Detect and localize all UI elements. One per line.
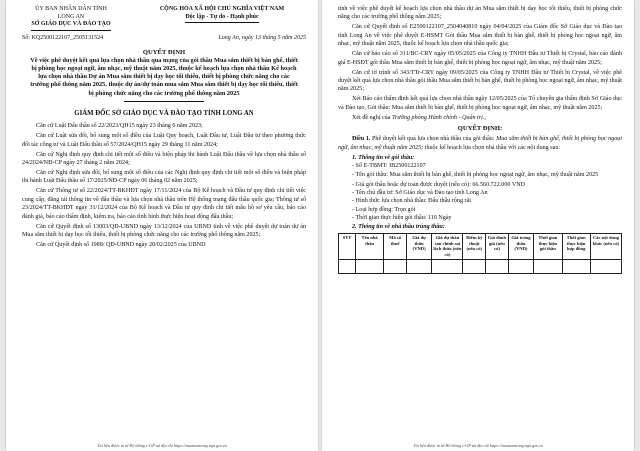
col-other: Các nội dung khác (nếu có) <box>590 234 621 260</box>
legal-basis-3: Căn cứ Nghị định quy định chi tiết một số điều và biện pháp thi hành Luật Đấu thầu về lựa chọn nhà thầu số 24/2024/NĐ-CP ngày 27 tháng 2 năm 2024; <box>22 151 306 166</box>
org-line-3: SỞ GIÁO DỤC VÀ ĐÀO TẠO <box>31 21 110 31</box>
selection-method: - Hình thức lựa chọn nhà thầu: Đấu thầu rộng rãi <box>352 198 471 205</box>
page-footer: Tài liệu được in từ Hệ thống e-GP tại địa chỉ https://muasamcong.mpi.gov.vn <box>413 443 543 448</box>
col-eval-price: Giá đánh giá (nếu có) <box>486 234 509 260</box>
investor-name: - Tên chủ đầu tư: Sở Giáo dục và Đào tạo tỉnh Long An <box>352 189 488 196</box>
col-adjusted-price: Giá dự thầu sau chỉnh sai lệch thừa (nếu có) <box>432 234 463 260</box>
decide-heading: QUYẾT ĐỊNH: <box>457 125 503 133</box>
document-page-2 <box>322 0 634 451</box>
proposal-person: Trưởng phòng Hành chính - Quản trị <box>391 114 483 121</box>
legal-basis-hsmt: Căn cứ Quyết định số E2500122107_2504040810 ngày 04/04/2025 của Giám đốc Sở Giáo dục và Đào tạo tỉnh Long An về việc phê duyệt E-HSMT Gói thầu Mua sắm thiết bị bàn ghế, thiết bị phòng học ngoại ngữ, âm nhạc, mỹ thuật năm 2025, thuộc kế hoạch lựa chọn nhà thầu quốc gia; <box>338 24 622 48</box>
legal-basis-7: Căn cứ Quyết định số 1988/ QĐ-UBND ngày 28/02/2025 của UBND <box>36 241 206 248</box>
doc-subject: Về việc phê duyệt kết quả lựa chọn nhà thầu qua mạng của gói thầu Mua sắm thiết bị bàn ghế, thiết bị phòng học ngoại ngữ, âm nhạc, mỹ thuật năm 2025, thuộc kế hoạch lựa chọn nhà thầu Kế hoạch lựa chọn nhà thầu Dự án Mua sắm thiết bị dạy học tối thiểu, thiết bị phòng chức năng cho các trường phổ thông năm 2025, thuộc dự án/dự toán mua sắm Mua sắm thiết bị dạy học tối thiểu, thiết bị phòng chức năng cho các trường phổ thông năm 2025 <box>30 56 298 97</box>
doc-type: QUYẾT ĐỊNH <box>142 48 186 56</box>
page-footer: Tài liệu được in từ Hệ thống e-GP tại địa chỉ https://muasamcong.mpi.gov.vn <box>97 443 227 448</box>
org-line-1: ỦY BAN NHÂN DÂN TỈNH <box>35 6 107 12</box>
legal-basis-cont: tỉnh về việc phê duyệt kế hoạch lựa chọn nhà thầu dự án Mua sắm thiết bị dạy học tối thiểu, thiết bị phòng chức năng cho các trường phổ thông năm 2025; <box>338 6 622 21</box>
place-date: Long An, ngày 13 tháng 5 năm 2025 <box>218 34 306 41</box>
authority-title: GIÁM ĐỐC SỞ GIÁO DỤC VÀ ĐÀO TẠO TỈNH LONG AN <box>74 109 254 117</box>
divider <box>124 101 204 102</box>
legal-basis-6: Căn cứ Quyết định số 13003/QĐ-UBND ngày 13/12/2024 của UBND tỉnh về việc phê duyệt dự toán dự án Mua sắm thiết bị dạy học tối thiểu, thiết bị phòng chức năng cho các trường phổ thông năm 2025; <box>22 223 306 238</box>
proposal-prefix: Xét đề nghị của <box>352 114 392 121</box>
winning-bidder-table <box>338 233 622 274</box>
article-1 <box>338 135 622 152</box>
col-tax-code: Mã số thuế <box>384 234 407 260</box>
col-stt: STT <box>339 234 356 260</box>
article-1-package: Mua sắm thiết bị bàn ghế, thiết bị phòng học ngoại ngữ, âm nhạc, mỹ thuật năm 2025; <box>338 136 622 151</box>
legal-basis-report: Căn cứ báo cáo số 311/BC-CRY ngày 05/05/2025 của Công ty TNHH Đầu tư Thiết bị Crystal, báo cáo đánh giá E-HSĐT gói thầu Mua sắm thiết bị bàn ghế, thiết bị phòng học ngoại ngữ, âm nhạc, mỹ thuật năm 2025; <box>338 51 622 66</box>
legal-basis-4: Căn cứ Nghị định sửa đổi, bổ sung một số điều của các Nghị định quy định chi tiết một số điều và biện pháp thi hành Luật Đấu thầu số 17/2025/NĐ-CP ngày 06 tháng 02 năm 2025; <box>22 169 306 185</box>
legal-basis-1: Căn cứ Luật Đấu thầu số 22/2023/QH15 ngày 23 tháng 6 năm 2023; <box>36 123 203 130</box>
col-tech-score: Điểm kỹ thuật (nếu có) <box>463 234 486 260</box>
section-1-heading: 1. Thông tin về gói thầu: <box>352 154 415 161</box>
col-bid-price: Giá dự thầu (VND) <box>406 234 431 260</box>
col-bidder-name: Tên nhà thầu <box>355 234 383 260</box>
col-winning-price: Giá trúng thầu (VND) <box>508 234 533 260</box>
package-duration: - Thời gian thực hiện gói thầu: 110 Ngày <box>352 215 452 222</box>
tbmt-number: - Số E-TBMT: IB2500122107 <box>352 163 426 170</box>
package-price: - Giá gói thầu hoặc dự toán được duyệt (nếu có): 66.560.722.000 VND <box>352 181 526 188</box>
appraisal-report: Xét Báo cáo thẩm định kết quả lựa chọn nhà thầu ngày 12/05/2025 của Tổ chuyên gia thẩm định Sở Giáo dục và Đào tạo, Gói thầu: Mua sắm thiết bị bàn ghế, thiết bị phòng học ngoại ngữ, âm nhạc, mỹ thuật năm 2025; <box>338 96 622 111</box>
issuing-authority <box>22 6 120 31</box>
nation-title: CỘNG HÒA XÃ HỘI CHỦ NGHĨA VIỆT NAM <box>159 6 285 12</box>
motto: Độc lập - Tự do - Hạnh phúc <box>185 14 258 24</box>
proposal-line <box>338 114 622 122</box>
col-package-time: Thời gian thực hiện gói thầu <box>534 234 562 260</box>
article-1-text-2: thuộc kế hoạch lựa chọn nhà thầu với các nội dung sau: <box>423 144 561 151</box>
package-name: - Tên gói thầu: Mua sắm thiết bị bàn ghế, thiết bị phòng học ngoại ngữ, âm nhạc, mỹ thuật năm 2025 <box>352 171 599 178</box>
article-1-label: Điều 1. <box>352 136 371 143</box>
proposal-suffix: ., <box>482 114 486 121</box>
article-1-text: Phê duyệt kết quả lựa chọn nhà thầu của gói thầu: <box>370 136 497 143</box>
table-header-row <box>339 234 622 260</box>
document-page-1 <box>6 0 318 451</box>
table-row <box>339 259 622 273</box>
org-line-2: LONG AN <box>57 13 85 20</box>
legal-basis-submission: Căn cứ tờ trình số 343/TTr-CRY ngày 09/05/2025 của Công ty TNHH Đầu tư Thiết bị Crystal, về việc phê duyệt kết quả lựa chọn nhà thầu gói thầu Mua sắm thiết bị bàn ghế, thiết bị phòng học ngoại ngữ, âm nhạc, mỹ thuật năm 2025; <box>338 69 622 93</box>
doc-number: Số: KQ2500122107_2505131524 <box>22 34 104 41</box>
col-contract-time: Thời gian thực hiện hợp đồng <box>562 234 590 260</box>
document-header <box>22 6 306 31</box>
legal-basis-5: Căn cứ Thông tư số 22/2024/TT-BKHĐT ngày 17/11/2024 của Bộ Kế hoạch và Đầu tư quy định chi tiết việc cung cấp, đăng tải thông tin về đấu thầu và lựa chọn nhà thầu trên Hệ thống mạng đấu thầu quốc gia; Thông tư số 23/2024/TT-BKHĐT ngày 31/12/2024 của Bộ Kế hoạch và Đầu tư quy định chi tiết mẫu hồ sơ yêu cầu, báo cáo đánh giá, báo cáo thẩm định, kiểm tra, báo cáo tình hình thực hiện hoạt động đấu thầu; <box>22 188 306 220</box>
national-heading <box>138 6 306 31</box>
section-2-heading: 2. Thông tin về nhà thầu trúng thầu: <box>352 223 445 230</box>
legal-basis-2: Căn cứ Luật sửa đổi, bổ sung một số điều của Luật Quy hoạch, Luật Đầu tư, Luật Đầu tư theo phương thức đối tác công tư và Luật Đấu thầu số 57/2024/QH15 ngày 29 tháng 11 năm 2024; <box>22 133 306 148</box>
contract-type: - Loại hợp đồng: Trọn gói <box>352 206 416 213</box>
